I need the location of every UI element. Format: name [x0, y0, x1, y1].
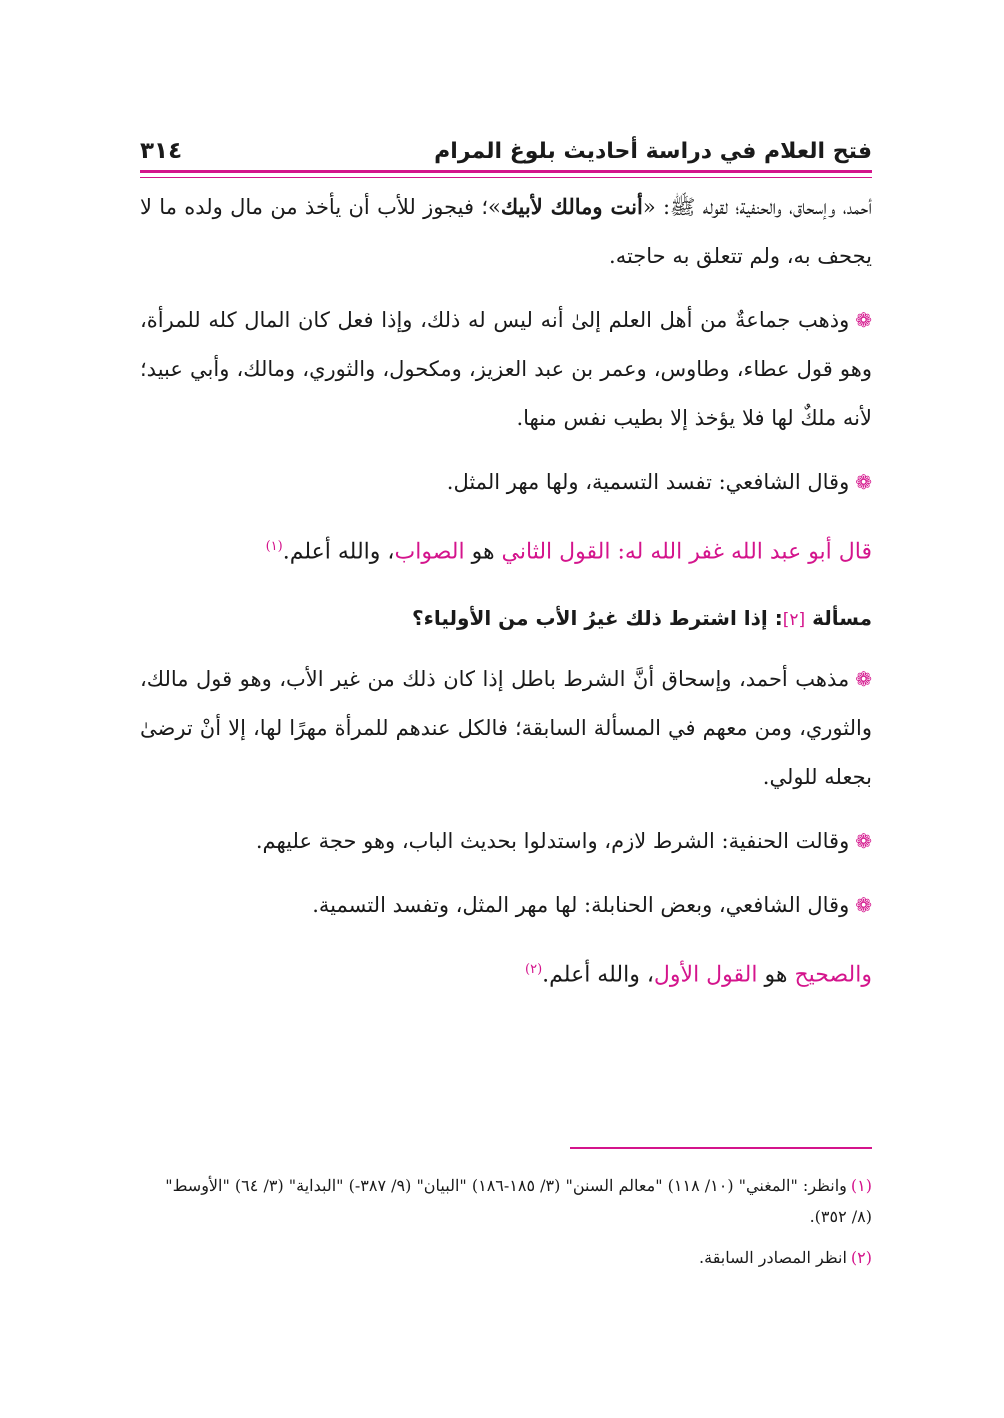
footnote-2: (٢)انظر المصادر السابقة.	[699, 1248, 872, 1267]
footnote-ref-1[interactable]: (١)	[265, 539, 283, 554]
flower-bullet-icon: ❁	[855, 470, 872, 494]
footnote-mark: (١)	[850, 1176, 872, 1195]
footnote-separator	[570, 1147, 872, 1149]
hadith-quote: أنت ومالك لأبيك	[500, 194, 643, 219]
book-title: فتح العلام في دراسة أحاديث بلوغ المرام	[434, 139, 872, 164]
conclusion-1: قال أبو عبد الله غفر الله له: القول الثاني هو الصواب، والله أعلم.$^{(١)}$	[265, 539, 872, 565]
flower-bullet-icon: ❁	[855, 308, 872, 332]
correct-opinion: القول الأول	[653, 962, 758, 988]
paragraph-4: ❁مذهب أحمد، وإسحاق أنَّ الشرط باطل إذا كان ذلك من غير الأب، وهو قول مالك، والثوري، ومن معهم في المسألة السابقة؛ فالكل عندهم للمرأة مهرًا لها، إلا أنْ ترضىٰ بجعله للولي.	[140, 667, 872, 790]
author-statement: قال أبو عبد الله غفر الله له: القول الثاني	[501, 539, 872, 565]
footnote-ref-2[interactable]: (٢)	[525, 962, 543, 978]
header-rule-thick	[140, 170, 872, 173]
main-text	[140, 182, 872, 1018]
issue-heading: مسألة [٢]: إذا اشترط ذلك غيرُ الأب من الأولياء؟	[412, 606, 872, 631]
footnote-mark: (٢)	[850, 1248, 872, 1267]
paragraph-5: ❁وقالت الحنفية: الشرط لازم، واستدلوا بحديث الباب، وهو حجة عليهم.	[255, 829, 872, 854]
paragraph-1: أحمد، وإسحاق، والحنفية؛ لقوله ﷺ: «أنت ومالك لأبيك»؛ فيجوز للأب أن يأخذ من مال ولده ما لا يجحف به، ولم تتعلق به حاجته.	[140, 194, 872, 268]
footnote-1: (١)وانظر: "المغني" (١٠/ ١١٨) "معالم السنن" (٣/ ١٨٥-١٨٦) "البيان" (٩/ ٣٨٧-) "البداية" (٣/ ٦٤) "الأوسط" (٨/ ٣٥٢).	[165, 1176, 872, 1226]
conclusion-2: والصحيح هو القول الأول، والله أعلم.$^{(٢)}$	[525, 962, 872, 988]
footnotes	[140, 1170, 872, 1283]
page-header	[140, 128, 872, 164]
issue-number: [٢]	[782, 610, 806, 631]
correct-opinion: الصواب	[394, 539, 465, 565]
flower-bullet-icon: ❁	[855, 667, 872, 692]
flower-bullet-icon: ❁	[855, 829, 872, 854]
paragraph-2: ❁وذهب جماعةٌ من أهل العلم إلىٰ أنه ليس له ذلك، وإذا فعل كان المال كله للمرأة، وهو قول عطاء، وطاوس، وعمر بن عبد العزيز، ومكحول، والثوري، ومالك، وأبي عبيد؛ لأنه ملكٌ لها فلا يؤخذ إلا بطيب نفس منها.	[140, 308, 872, 430]
paragraph-3: ❁وقال الشافعي: تفسد التسمية، ولها مهر المثل.	[446, 470, 872, 494]
paragraph-6: ❁وقال الشافعي، وبعض الحنابلة: لها مهر المثل، وتفسد التسمية.	[312, 893, 872, 918]
author-statement: والصحيح	[794, 962, 872, 988]
flower-bullet-icon: ❁	[855, 893, 872, 918]
page-number: ٣١٤	[140, 138, 183, 164]
header-rule-thin	[140, 177, 872, 178]
